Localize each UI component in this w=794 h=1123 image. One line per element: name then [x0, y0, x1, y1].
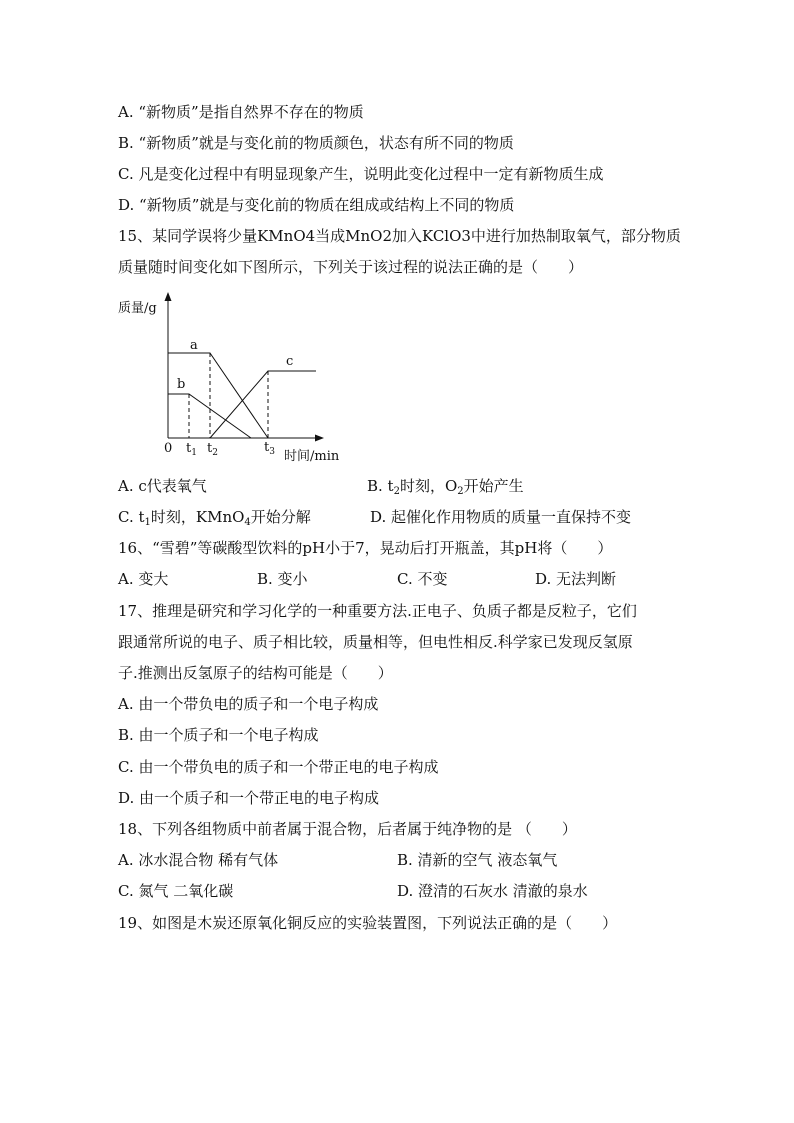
q17-stem-line1: 17、推理是研究和学习化学的一种重要方法.正电子、负质子都是反粒子，它们 [118, 602, 637, 620]
q15-option-c: C. $t_1$时刻，KMnO$_4$开始分解 [118, 508, 311, 528]
origin-label: 0 [164, 441, 173, 456]
mass-time-graph [116, 288, 346, 468]
q18-option-b: B. 清新的空气 液态氧气 [397, 851, 558, 869]
curve-c-label: c [286, 354, 294, 369]
curve-b-label: b [177, 377, 186, 392]
q17-option-b: B. 由一个质子和一个电子构成 [118, 726, 319, 744]
q17-option-a: A. 由一个带负电的质子和一个电子构成 [118, 695, 379, 713]
q15-option-b: B. $t_2$时刻，$O_2$开始产生 [367, 477, 524, 497]
q15-option-d: D. 起催化作用物质的质量一直保持不变 [370, 508, 632, 526]
curve-a-label: a [190, 338, 198, 353]
q14-option-d: D. “新物质”就是与变化前的物质在组成或结构上不同的物质 [118, 196, 515, 214]
t3-label: $t_3$ [264, 440, 275, 457]
q19-stem: 19、如图是木炭还原氧化铜反应的实验装置图，下列说法正确的是（ ） [118, 914, 618, 932]
curve-c [210, 371, 316, 438]
q16-option-b: B. 变小 [257, 570, 308, 588]
q18-option-c: C. 氮气 二氧化碳 [118, 882, 234, 900]
q18-option-d: D. 澄清的石灰水 清澈的泉水 [397, 882, 588, 900]
q14-option-b: B. “新物质”就是与变化前的物质颜色，状态有所不同的物质 [118, 134, 514, 152]
q18-option-a: A. 冰水混合物 稀有气体 [118, 851, 279, 869]
q16-stem: 16、“雪碧”等碳酸型饮料的pH小于7，晃动后打开瓶盖，其pH将（ ） [118, 539, 613, 557]
x-axis-arrow [315, 435, 324, 442]
q14-option-a: A. “新物质”是指自然界不存在的物质 [118, 103, 364, 121]
t2-label: $t_2$ [207, 441, 218, 458]
q16-option-d: D. 无法判断 [535, 570, 617, 588]
q16-option-a: A. 变大 [118, 570, 169, 588]
t1-label: $t_1$ [186, 441, 197, 458]
q17-option-c: C. 由一个带负电的质子和一个带正电的电子构成 [118, 758, 439, 776]
q17-stem-line2: 跟通常所说的电子、质子相比较，质量相等，但电性相反.科学家已发现反氢原 [118, 633, 633, 651]
q18-stem: 18、下列各组物质中前者属于混合物，后者属于纯净物的是 （ ） [118, 820, 577, 838]
q15-option-a: A. c代表氧气 [118, 477, 207, 495]
q15-stem-line2: 质量随时间变化如下图所示，下列关于该过程的说法正确的是（ ） [118, 258, 584, 276]
y-axis-label: 质量/g [118, 301, 157, 316]
curve-a [168, 353, 268, 438]
q15-stem-line1: 15、某同学误将少量KMnO4当成MnO2加入KClO3中进行加热制取氧气，部分物质 [118, 227, 681, 245]
q16-option-c: C. 不变 [397, 570, 448, 588]
q17-option-d: D. 由一个质子和一个带正电的电子构成 [118, 789, 380, 807]
q14-option-c: C. 凡是变化过程中有明显现象产生，说明此变化过程中一定有新物质生成 [118, 165, 604, 183]
x-axis-label: 时间/min [284, 449, 340, 464]
q17-stem-line3: 子.推测出反氢原子的结构可能是（ ） [118, 664, 393, 682]
y-axis-arrow [165, 292, 172, 301]
